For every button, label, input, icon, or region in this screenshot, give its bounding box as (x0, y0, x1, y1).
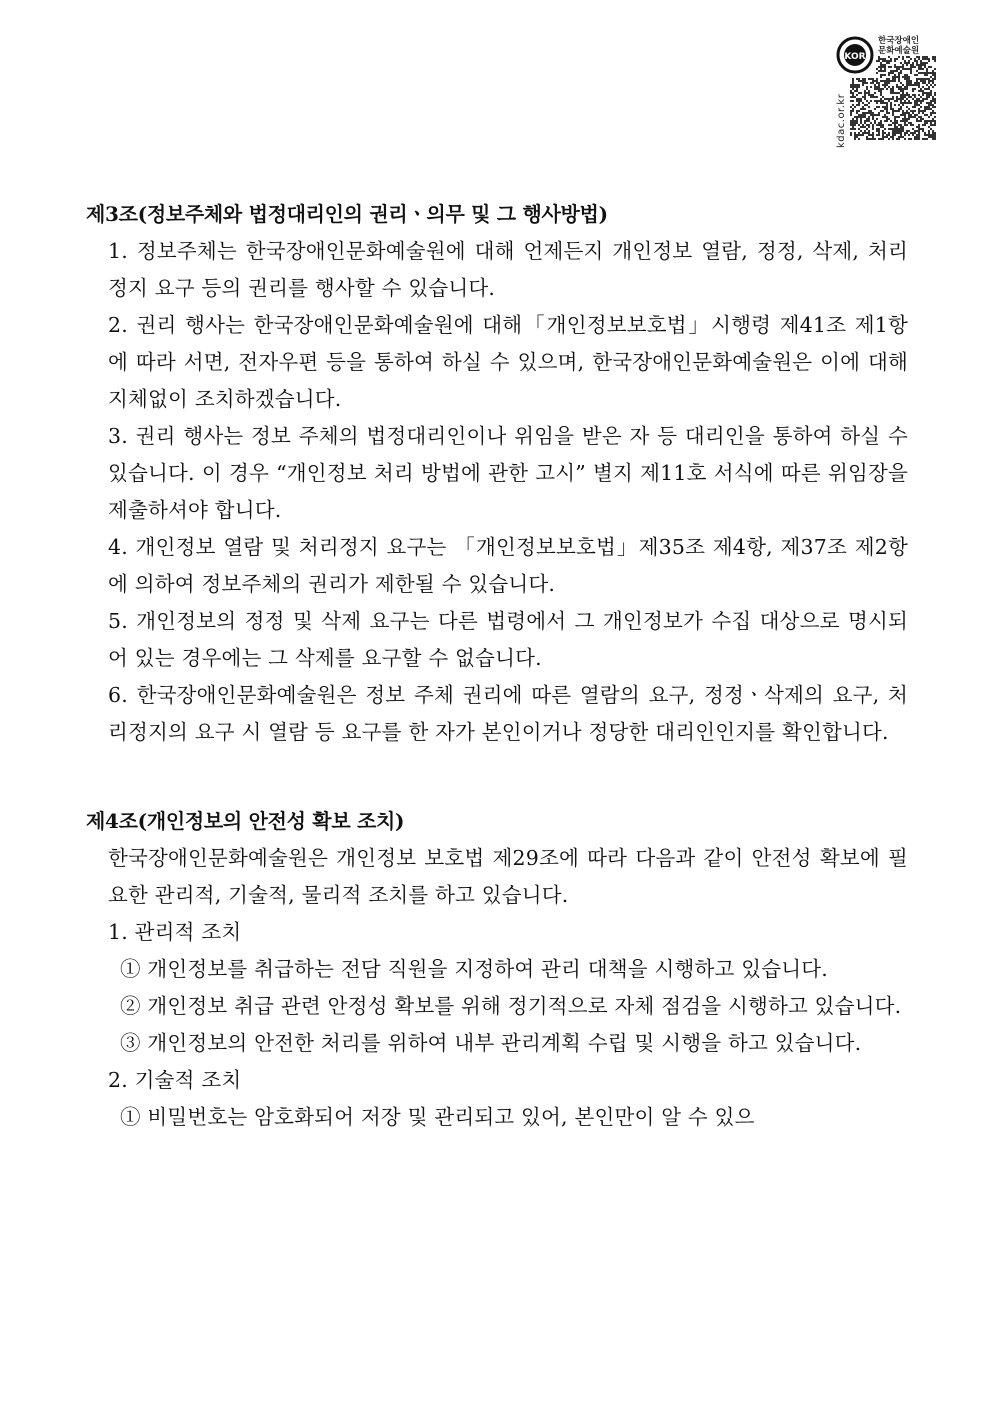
document-body (86, 196, 916, 1136)
section-3-item-4: 4. 개인정보 열람 및 처리정지 요구는 「개인정보보호법」제35조 제4항, 제37조 제2항에 의하여 정보주체의 권리가 제한될 수 있습니다. (108, 535, 908, 596)
section-3-item-5: 5. 개인정보의 정정 및 삭제 요구는 다른 법령에서 그 개인정보가 수집 대상으로 명시되어 있는 경우에는 그 삭제를 요구할 수 없습니다. (108, 609, 908, 670)
section-3-item-6: 6. 한국장애인문화예술원은 정보 주체 권리에 따른 열람의 요구, 정정ㆍ삭제의 요구, 처리정지의 요구 시 열람 등 요구를 한 자가 본인이거나 정당한 대리인인지를 확인합니다. (108, 683, 908, 744)
section-4-group-1-item-1: ① 개인정보를 취급하는 전담 직원을 지정하여 관리 대책을 시행하고 있습니다. (120, 957, 828, 981)
section-4-group-1-item-2: ② 개인정보 취급 관련 안정성 확보를 위해 정기적으로 자체 점검을 시행하고 있습니다. (120, 994, 902, 1018)
section-3-item-2: 2. 권리 행사는 한국장애인문화예술원에 대해「개인정보보호법」시행령 제41조 제1항에 따라 서면, 전자우편 등을 통하여 하실 수 있으며, 한국장애인문화예술원은 이에 대해 지체없이 조치하겠습니다. (108, 313, 908, 411)
section-4-intro: 한국장애인문화예술원은 개인정보 보호법 제29조에 따라 다음과 같이 안전성 확보에 필요한 관리적, 기술적, 물리적 조치를 하고 있습니다. (108, 846, 908, 907)
section-spacer (86, 751, 916, 803)
org-name-line1: 한국장애인 (878, 36, 920, 46)
section-3-item-3: 3. 권리 행사는 정보 주체의 법정대리인이나 위임을 받은 자 등 대리인을 통하여 하실 수 있습니다. 이 경우 “개인정보 처리 방법에 관한 고시” 별지 제11호 서식에 따른 위임장을 제출하셔야 합니다. (108, 424, 908, 522)
domain-text: kdac.or.kr (836, 93, 847, 148)
org-name (878, 36, 938, 56)
header-logo (832, 36, 936, 148)
logo-mark-text: KOR (844, 52, 866, 62)
section-3-title: 제3조(정보주체와 법정대리인의 권리ㆍ의무 및 그 행사방법) (86, 202, 608, 226)
section-4-group-1-item-3: ③ 개인정보의 안전한 처리를 위하여 내부 관리계획 수립 및 시행을 하고 있습니다. (120, 1031, 862, 1055)
org-name-line2: 문화예술원 (878, 46, 920, 56)
section-3 (86, 196, 916, 751)
section-4-group-2-item-1: ① 비밀번호는 암호화되어 저장 및 관리되고 있어, 본인만이 알 수 있으 (120, 1105, 755, 1129)
section-4-group-1-heading: 1. 관리적 조치 (108, 920, 242, 944)
section-4 (86, 803, 916, 1136)
section-3-item-1: 1. 정보주체는 한국장애인문화예술원에 대해 언제든지 개인정보 열람, 정정, 삭제, 처리정지 요구 등의 권리를 행사할 수 있습니다. (108, 239, 908, 300)
qr-code-icon (850, 56, 936, 140)
section-4-title: 제4조(개인정보의 안전성 확보 조치) (86, 809, 405, 833)
section-4-group-2-heading: 2. 기술적 조치 (108, 1068, 242, 1092)
